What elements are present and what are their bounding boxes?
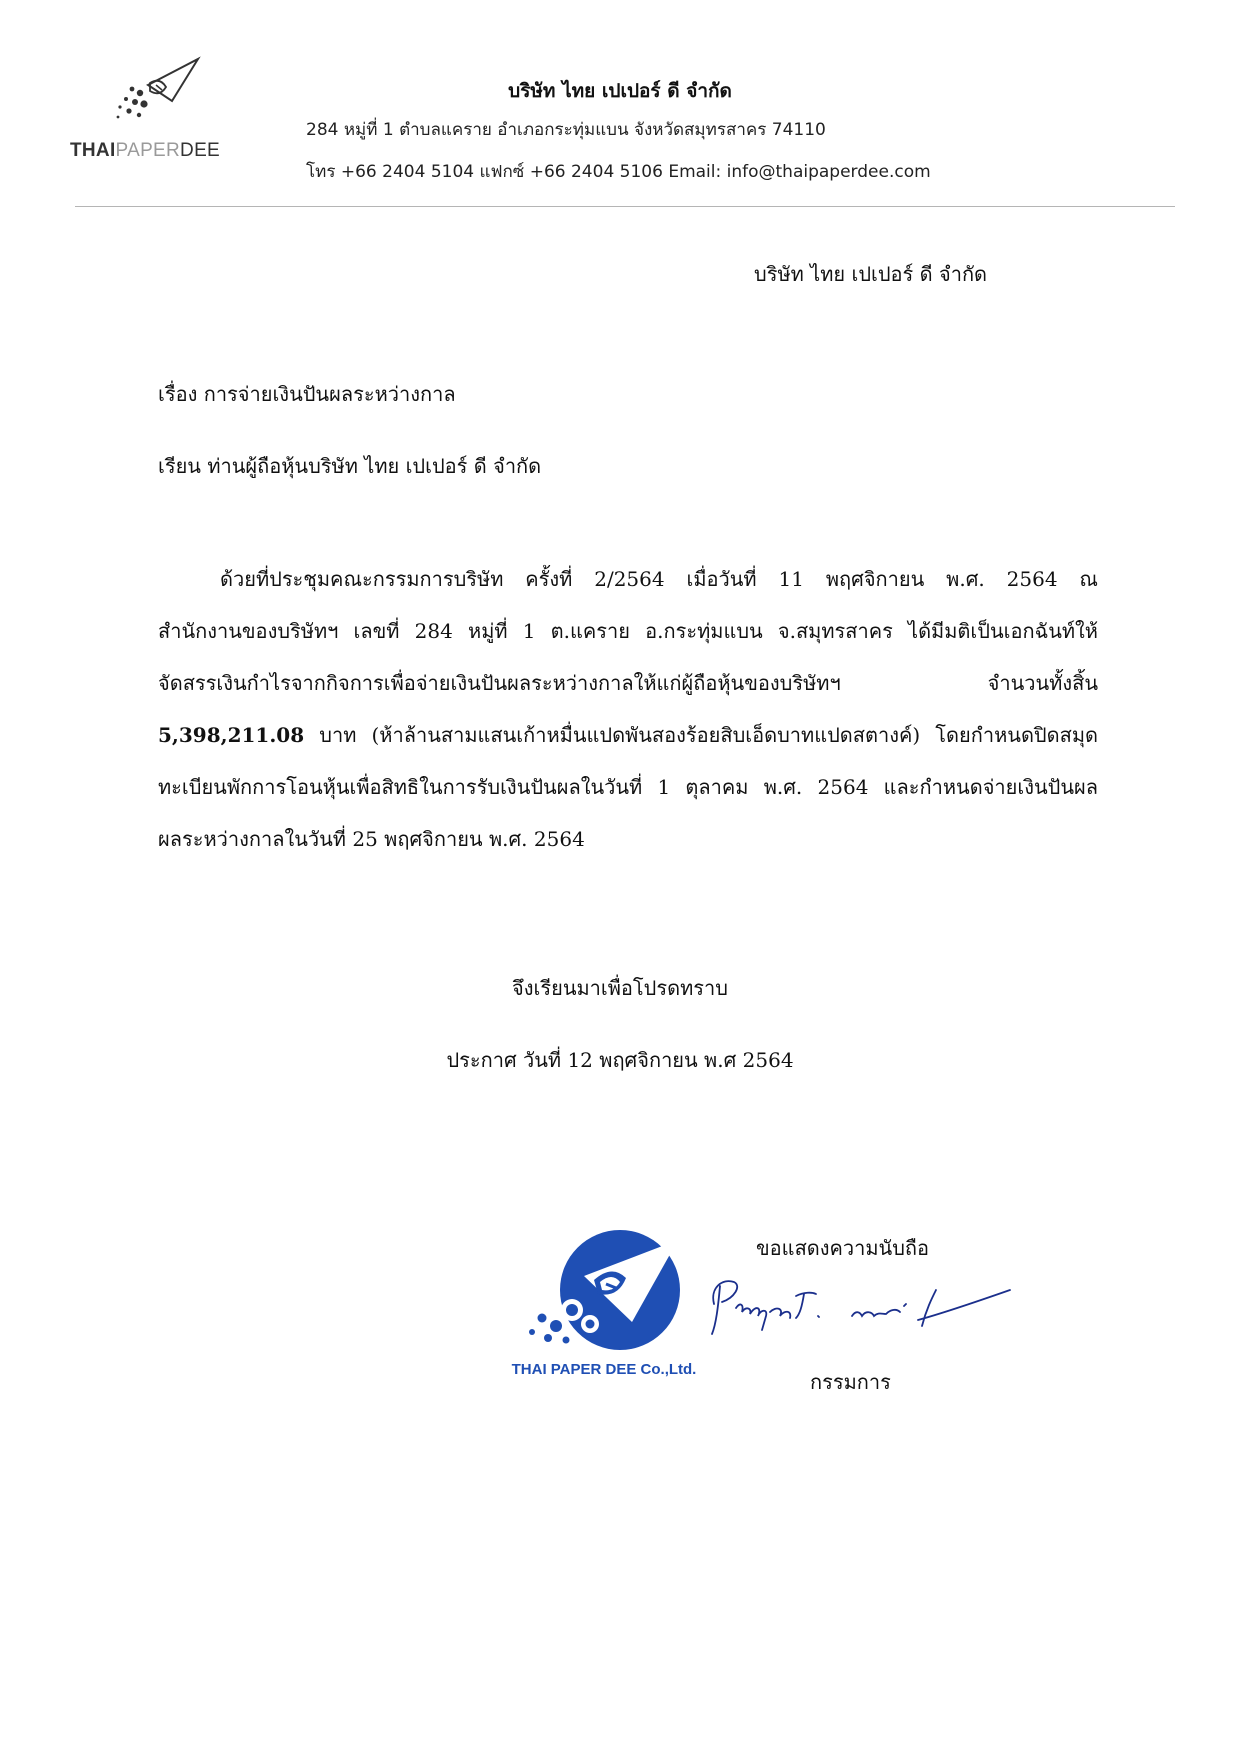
body-line <box>158 718 1098 770</box>
letter-body <box>158 562 1098 874</box>
company-logo-icon <box>100 55 205 135</box>
sender-name: บริษัท ไทย เปเปอร์ ดี จำกัด <box>754 262 988 286</box>
company-stamp-icon <box>520 1228 695 1358</box>
signer-title: กรรมการ <box>810 1370 891 1394</box>
dividend-amount-text: บาท (ห้าล้านสามแสนเก้าหมื่นแปดพันสองร้อยสิบเอ็ดบาทแปดสตางค์) โดยกำหนดปิดสมุด <box>304 723 1098 747</box>
closing-line: จึงเรียนมาเพื่อโปรดทราบ <box>512 976 728 1000</box>
dividend-amount: 5,398,211.08 <box>158 723 305 747</box>
body-line: ผลระหว่างกาลในวันที่ 25 พฤศจิกายน พ.ศ. 2564 <box>158 827 585 851</box>
company-contact: โทร +66 2404 5104 แฟกซ์ +66 2404 5106 Email: info@thaipaperdee.com <box>306 162 931 182</box>
header-divider <box>75 206 1175 207</box>
stamp-company-name: THAI PAPER DEE Co.,Ltd. <box>511 1361 697 1378</box>
body-line: สำนักงานของบริษัทฯ เลขที่ 284 หมู่ที่ 1 ต.แคราย อ.กระทุ่มแบน จ.สมุทรสาคร ได้มีมติเป็นเอกฉันท์ให้ <box>158 619 1098 643</box>
logo-wordmark: THAIPAPERDEE <box>70 140 221 161</box>
body-line: ทะเบียนพักการโอนหุ้นเพื่อสิทธิในการรับเงินปันผลในวันที่ 1 ตุลาคม พ.ศ. 2564 และกำหนดจ่ายเงินปันผล <box>158 775 1098 799</box>
company-name: บริษัท ไทย เปเปอร์ ดี จำกัด <box>508 80 732 102</box>
regards-line: ขอแสดงความนับถือ <box>756 1236 930 1260</box>
handwritten-signature <box>700 1268 1030 1338</box>
body-line: จัดสรรเงินกำไรจากกิจการเพื่อจ่ายเงินปันผลระหว่างกาลให้แก่ผู้ถือหุ้นของบริษัทฯ จำนวนทั้งสิ้น <box>158 671 1098 695</box>
company-address: 284 หมู่ที่ 1 ตำบลแคราย อำเภอกระทุ่มแบน จังหวัดสมุทรสาคร 74110 <box>306 120 826 140</box>
announcement-date: ประกาศ วันที่ 12 พฤศจิกายน พ.ศ 2564 <box>446 1048 794 1072</box>
subject-line: เรื่อง การจ่ายเงินปันผลระหว่างกาล <box>158 382 456 406</box>
body-line: ด้วยที่ประชุมคณะกรรมการบริษัท ครั้งที่ 2/2564 เมื่อวันที่ 11 พฤศจิกายน พ.ศ. 2564 ณ <box>220 567 1098 591</box>
salutation-line: เรียน ท่านผู้ถือหุ้นบริษัท ไทย เปเปอร์ ดี จำกัด <box>158 454 542 478</box>
